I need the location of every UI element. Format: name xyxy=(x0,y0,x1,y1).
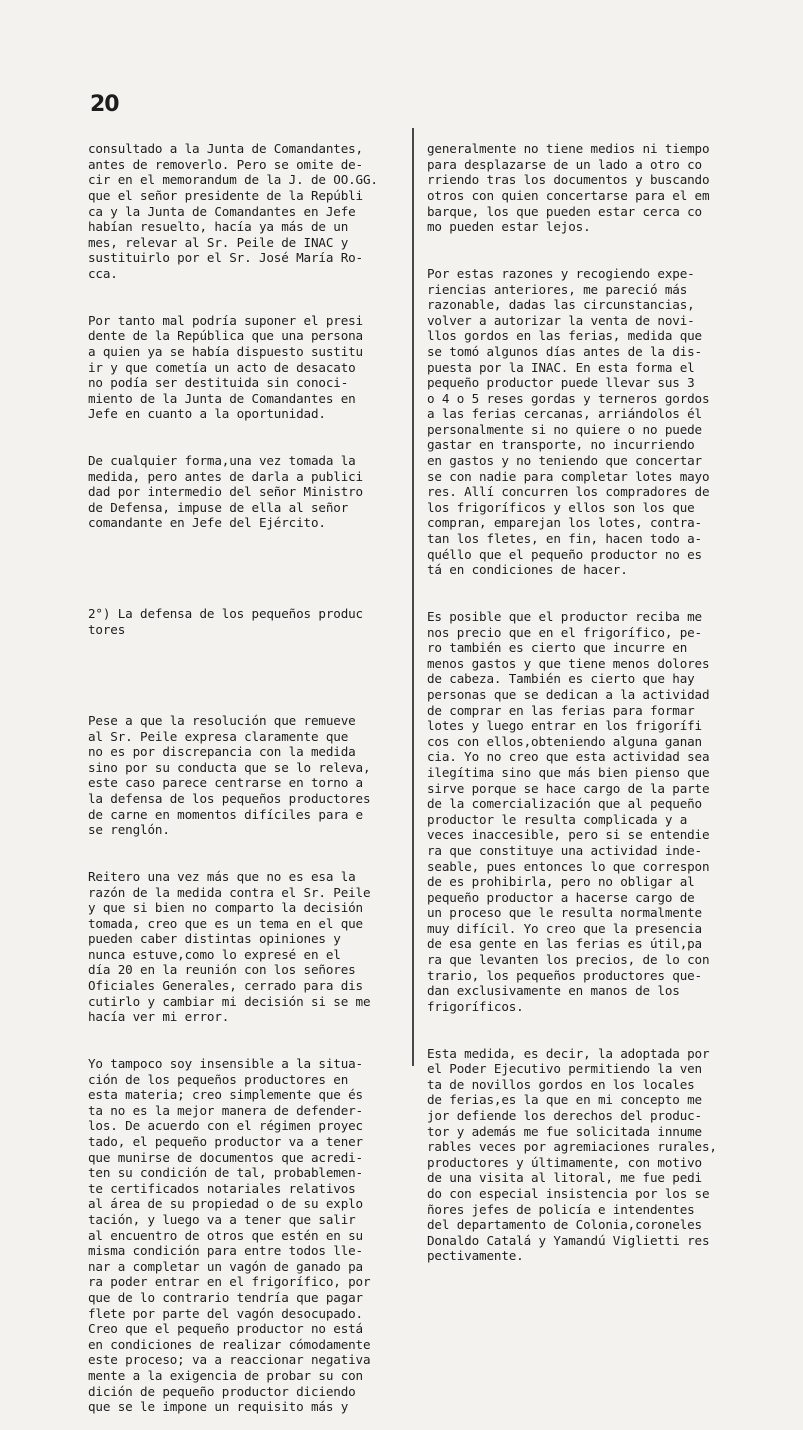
left-column xyxy=(88,110,398,1430)
text-line: pectivamente. xyxy=(427,1248,524,1264)
text-line: generalmente no tiene medios ni tiempo xyxy=(427,141,710,157)
text-line: ra que levanten los precios, de lo con xyxy=(427,952,710,968)
text-line: puesta por la INAC. En esta forma el xyxy=(427,359,695,375)
text-line: a quien ya se había dispuesto sustitu xyxy=(88,343,363,359)
text-line: res. Allí concurren los compradores de xyxy=(427,484,710,500)
text-line: seable, pues entonces lo que correspon xyxy=(427,858,710,874)
text-line: para desplazarse de un lado a otro co xyxy=(427,156,702,172)
text-line: 2°) La defensa de los pequeños produc xyxy=(88,606,363,622)
text-line: llos gordos en las ferias, medida que xyxy=(427,328,702,344)
text-line: rriendo tras los documentos y buscando xyxy=(427,172,710,188)
text-line: lotes y luego entrar en los frigorífi xyxy=(427,718,702,734)
text-line: menos gastos y que tiene menos dolores xyxy=(427,655,710,671)
text-line: cca. xyxy=(88,265,118,281)
paragraph-left-5 xyxy=(88,869,398,1025)
text-line: de comprar en las ferias para formar xyxy=(427,702,695,718)
text-line: volver a autorizar la venta de novi- xyxy=(427,312,695,328)
column-divider xyxy=(412,128,414,1066)
text-line: tación, y luego va a tener que salir xyxy=(88,1211,356,1227)
text-line: razonable, dadas las circunstancias, xyxy=(427,297,695,313)
page-number: 20 xyxy=(90,92,119,117)
text-line: nar a completar un vagón de ganado pa xyxy=(88,1258,363,1274)
text-line: al Sr. Peile expresa claramente que xyxy=(88,728,349,744)
text-line: rables veces por agremiaciones rurales, xyxy=(427,1139,717,1155)
text-line: ción de los pequeños productores en xyxy=(88,1071,349,1087)
text-line: trario, los pequeños productores que- xyxy=(427,967,702,983)
text-line: dan exclusivamente en manos de los xyxy=(427,983,680,999)
text-line: ra poder entrar en el frigorífico, por xyxy=(88,1274,371,1290)
text-line: se renglón. xyxy=(88,822,170,838)
text-line: ten su condición de tal, probablemen- xyxy=(88,1165,363,1181)
paragraph-right-1 xyxy=(427,141,777,235)
text-line: te certificados notariales relativos xyxy=(88,1180,356,1196)
text-line: Creo que el pequeño productor no está xyxy=(88,1321,363,1337)
text-line: consultado a la Junta de Comandantes, xyxy=(88,141,363,157)
text-line: dición de pequeño productor diciendo xyxy=(88,1383,356,1399)
paragraph-right-2 xyxy=(427,266,777,578)
text-line: que munirse de documentos que acredi- xyxy=(88,1149,363,1165)
text-line: do con especial insistencia por los se xyxy=(427,1185,710,1201)
text-line: frigoríficos. xyxy=(427,998,524,1014)
text-line: misma condición para entre todos lle- xyxy=(88,1243,363,1259)
text-line: a las ferias cercanas, arriándolos él xyxy=(427,406,702,422)
text-line: tores xyxy=(88,622,126,637)
text-line: medida, pero antes de darla a publici xyxy=(88,468,363,484)
text-line: veces inaccesible, pero si se entendie xyxy=(427,827,710,843)
text-line: el Poder Ejecutivo permitiendo la ven xyxy=(427,1061,702,1077)
text-line: productores y últimamente, con motivo xyxy=(427,1154,702,1170)
text-line: un proceso que le resulta normalmente xyxy=(427,905,702,921)
text-line: cir en el memorandum de la J. de OO.GG. xyxy=(88,172,378,188)
text-line: Pese a que la resolución que remueve xyxy=(88,712,356,728)
text-line: de esa gente en las ferias es útil,pa xyxy=(427,936,702,952)
text-line: antes de removerlo. Pero se omite de- xyxy=(88,156,363,172)
text-line: al encuentro de otros que estén en su xyxy=(88,1227,363,1243)
text-line: que el señor presidente de la Repúbli xyxy=(88,187,363,203)
text-line: tomada, creo que es un tema en el que xyxy=(88,915,363,931)
text-line: ir y que cometía un acto de desacato xyxy=(88,359,356,375)
text-line: ca y la Junta de Comandantes en Jefe xyxy=(88,203,356,219)
text-line: Por tanto mal podría suponer el presi xyxy=(88,312,363,328)
text-line: ro también es cierto que incurre en xyxy=(427,640,688,656)
text-line: Yo tampoco soy insensible a la situa- xyxy=(88,1056,363,1072)
text-line: razón de la medida contra el Sr. Peile xyxy=(88,884,371,900)
text-line: gastar en transporte, no incurriendo xyxy=(427,437,695,453)
text-line: que de lo contrario tendría que pagar xyxy=(88,1289,363,1305)
text-line: mo pueden estar lejos. xyxy=(427,219,591,235)
text-line: flete por parte del vagón desocupado. xyxy=(88,1305,363,1321)
text-line: los frigoríficos y ellos son los que xyxy=(427,499,695,515)
section-heading xyxy=(88,606,398,637)
text-line: no podía ser destituida sin conoci- xyxy=(88,375,349,391)
text-line: habían resuelto, hacía ya más de un xyxy=(88,219,349,235)
text-line: cia. Yo no creo que esta actividad sea xyxy=(427,749,710,765)
right-column xyxy=(427,110,777,1280)
text-line: de carne en momentos difíciles para e xyxy=(88,806,363,822)
text-line: Por estas razones y recogiendo expe- xyxy=(427,265,695,281)
text-line: sirve porque se hace cargo de la parte xyxy=(427,780,710,796)
text-line: no es por discrepancia con la medida xyxy=(88,744,356,760)
text-line: dente de la República que una persona xyxy=(88,328,363,344)
text-line: Jefe en cuanto a la oportunidad. xyxy=(88,406,326,422)
text-line: tan los fletes, en fin, hacen todo a- xyxy=(427,531,702,547)
text-line: nos precio que en el frigorífico, pe- xyxy=(427,624,702,640)
text-line: de una visita al litoral, me fue pedi xyxy=(427,1170,702,1186)
text-line: en gastos y no teniendo que concertar xyxy=(427,453,702,469)
text-line: mes, relevar al Sr. Peile de INAC y xyxy=(88,234,349,250)
text-line: ra que constituye una actividad inde- xyxy=(427,842,702,858)
text-line: riencias anteriores, me pareció más xyxy=(427,281,688,297)
paragraph-left-1 xyxy=(88,141,398,281)
text-line: Oficiales Generales, cerrado para dis xyxy=(88,978,363,994)
text-line: ilegítima sino que más bien pienso que xyxy=(427,764,710,780)
text-line: y que si bien no comparto la decisión xyxy=(88,900,363,916)
text-line: De cualquier forma,una vez tomada la xyxy=(88,453,356,469)
text-line: este proceso; va a reaccionar negativa xyxy=(88,1352,371,1368)
paragraph-right-4 xyxy=(427,1046,777,1264)
text-line: Reitero una vez más que no es esa la xyxy=(88,868,356,884)
text-line: del departamento de Colonia,coroneles xyxy=(427,1217,702,1233)
text-line: de ferias,es la que en mi concepto me xyxy=(427,1092,702,1108)
text-line: muy difícil. Yo creo que la presencia xyxy=(427,920,702,936)
text-line: cutirlo y cambiar mi decisión si se me xyxy=(88,993,371,1009)
text-line: Esta medida, es decir, la adoptada por xyxy=(427,1045,710,1061)
text-line: esta materia; creo simplemente que és xyxy=(88,1087,363,1103)
text-line: jor defiende los derechos del produc- xyxy=(427,1108,702,1123)
text-line: tor y además me fue solicitada innume xyxy=(427,1123,702,1139)
text-line: de es prohibirla, pero no obligar al xyxy=(427,874,695,890)
text-line: en condiciones de realizar cómodamente xyxy=(88,1336,371,1352)
paragraph-left-3 xyxy=(88,453,398,531)
text-line: pequeño productor a hacerse cargo de xyxy=(427,889,695,905)
text-line: sino por su conducta que se lo releva, xyxy=(88,759,371,775)
text-line: ñores jefes de policía e intendentes xyxy=(427,1201,695,1217)
text-line: comandante en Jefe del Ejército. xyxy=(88,515,326,531)
text-line: los. De acuerdo con el régimen proyec xyxy=(88,1118,363,1134)
text-line: al área de su propiedad o de su explo xyxy=(88,1196,363,1212)
text-line: productor le resulta complicada y a xyxy=(427,811,688,827)
paragraph-left-6 xyxy=(88,1056,398,1415)
text-line: se con nadie para completar lotes mayo xyxy=(427,468,710,484)
text-line: de cabeza. También es cierto que hay xyxy=(427,671,695,687)
text-line: dad por intermedio del señor Ministro xyxy=(88,484,363,500)
text-line: de la comercialización que al pequeño xyxy=(427,796,702,812)
text-line: ta de novillos gordos en los locales xyxy=(427,1076,695,1092)
text-line: personas que se dedican a la actividad xyxy=(427,686,710,702)
text-line: la defensa de los pequeños productores xyxy=(88,790,371,806)
text-line: miento de la Junta de Comandantes en xyxy=(88,390,356,406)
text-line: pueden caber distintas opiniones y xyxy=(88,931,341,947)
text-line: mente a la exigencia de probar su con xyxy=(88,1367,363,1383)
text-line: pequeño productor puede llevar sus 3 xyxy=(427,375,695,391)
text-line: este caso parece centrarse en torno a xyxy=(88,775,363,791)
text-line: que se le impone un requisito más y xyxy=(88,1399,349,1415)
text-line: nunca estuve,como lo expresé en el xyxy=(88,946,341,962)
text-line: Es posible que el productor reciba me xyxy=(427,609,702,624)
text-line: ta no es la mejor manera de defender- xyxy=(88,1102,363,1118)
text-line: o 4 o 5 reses gordas y terneros gordos xyxy=(427,390,710,406)
paragraph-left-4 xyxy=(88,713,398,838)
text-line: de Defensa, impuse de ella al señor xyxy=(88,499,349,515)
text-line: sustituirlo por el Sr. José María Ro- xyxy=(88,250,363,266)
text-line: quéllo que el pequeño productor no es xyxy=(427,546,702,562)
text-line: tá en condiciones de hacer. xyxy=(427,562,628,578)
text-line: compran, emparejan los lotes, contra- xyxy=(427,515,702,531)
text-line: otros con quien concertarse para el em xyxy=(427,187,710,203)
text-line: tado, el pequeño productor va a tener xyxy=(88,1134,363,1149)
text-line: hacía ver mi error. xyxy=(88,1009,230,1025)
text-line: día 20 en la reunión con los señores xyxy=(88,962,356,978)
text-line: personalmente si no quiere o no puede xyxy=(427,421,702,437)
text-line: se tomó algunos días antes de la dis- xyxy=(427,343,702,359)
paragraph-right-3 xyxy=(427,609,777,1014)
text-line: barque, los que pueden estar cerca co xyxy=(427,203,702,219)
text-line: cos con ellos,obteniendo alguna ganan xyxy=(427,733,702,749)
text-line: Donaldo Catalá y Yamandú Viglietti res xyxy=(427,1232,710,1248)
paragraph-left-2 xyxy=(88,313,398,422)
